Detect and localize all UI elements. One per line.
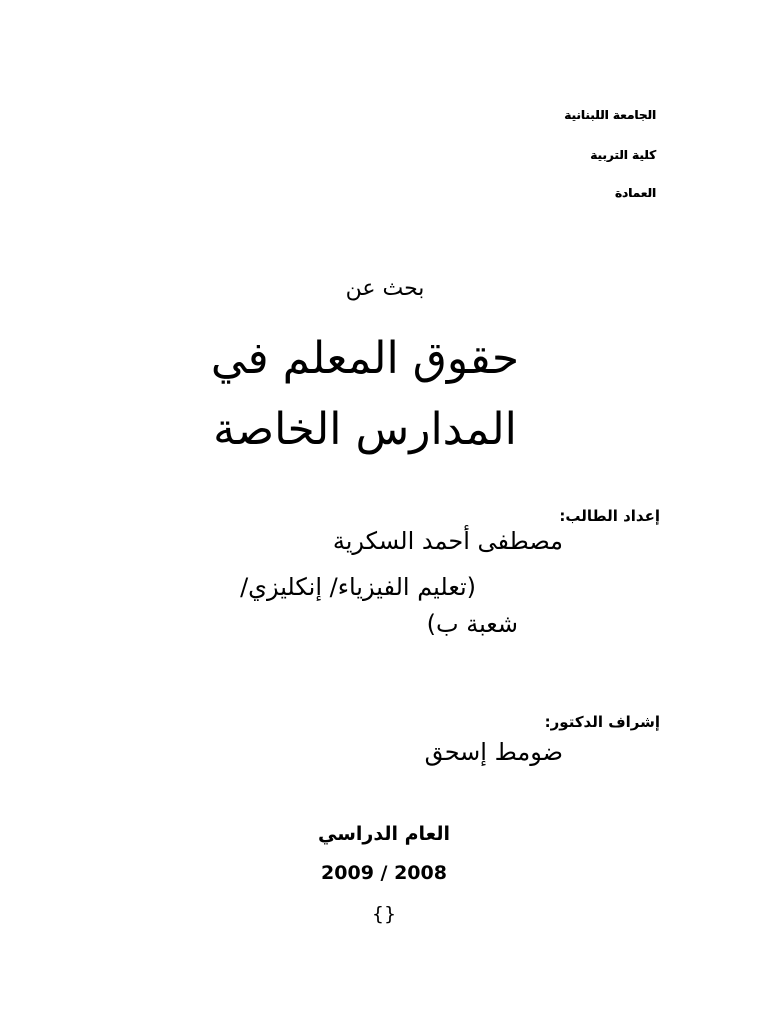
- document-title-line-2: المدارس الخاصة: [213, 404, 517, 455]
- supervisor-name: ضومط إسحق: [424, 738, 563, 766]
- student-program-line-1: (تعليم الفيزياء/ إنكليزي/: [240, 573, 476, 601]
- deanship-name: العمادة: [614, 186, 656, 200]
- student-program-line-2: شعبة ب): [426, 610, 518, 638]
- faculty-name: كلية التربية: [590, 148, 656, 162]
- prepared-by-label: إعداد الطالب:: [559, 507, 660, 525]
- university-name: الجامعة اللبنانية: [564, 108, 656, 122]
- document-title-line-1: حقوق المعلم في: [210, 333, 520, 384]
- student-name: مصطفى أحمد السكرية: [332, 527, 563, 555]
- empty-braces-placeholder: {}: [371, 903, 397, 925]
- supervisor-label: إشراف الدكتور:: [544, 713, 660, 731]
- academic-year-label: العام الدراسي: [317, 823, 451, 845]
- academic-year-value: 2009 / 2008: [321, 862, 447, 884]
- research-about-label: بحث عن: [345, 276, 425, 301]
